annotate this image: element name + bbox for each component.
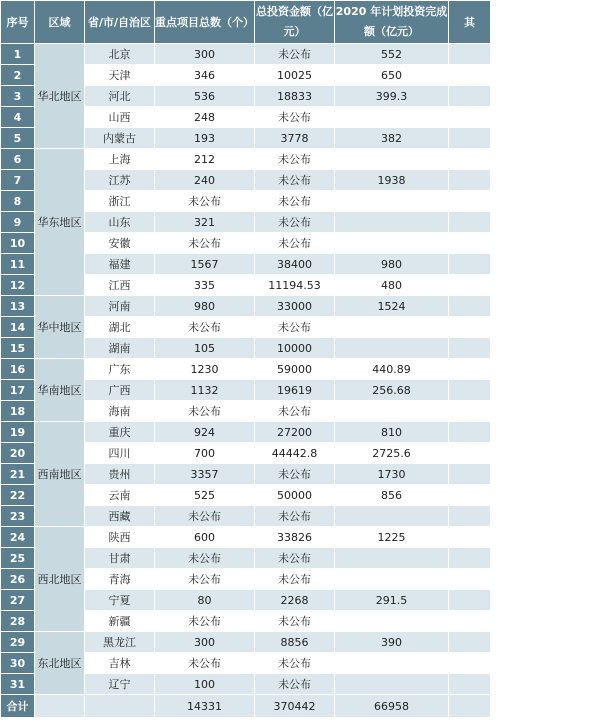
header-other: 其 [449,1,491,44]
projects-cell: 240 [155,170,255,191]
other-cell [449,275,491,296]
total-investment: 370442 [255,695,335,718]
projects-cell: 未公布 [155,506,255,527]
other-cell [449,590,491,611]
projects-cell: 1567 [155,254,255,275]
total-investment-cell: 未公布 [255,569,335,590]
row-seq: 28 [1,611,35,632]
province-cell: 内蒙古 [85,128,155,149]
other-cell [449,296,491,317]
plan-cell: 1938 [335,170,449,191]
plan-cell [335,611,449,632]
row-seq: 26 [1,569,35,590]
plan-cell [335,569,449,590]
plan-cell [335,317,449,338]
other-cell [449,44,491,65]
projects-cell: 536 [155,86,255,107]
projects-cell: 80 [155,590,255,611]
plan-cell: 810 [335,422,449,443]
projects-cell: 3357 [155,464,255,485]
table-row [1,296,491,317]
region-cell: 西南地区 [35,422,85,527]
projects-cell: 525 [155,485,255,506]
province-cell: 福建 [85,254,155,275]
province-cell: 甘肃 [85,548,155,569]
total-investment-cell: 未公布 [255,170,335,191]
total-investment-cell: 未公布 [255,191,335,212]
other-cell [449,380,491,401]
projects-cell: 未公布 [155,191,255,212]
total-investment-cell: 未公布 [255,674,335,695]
row-seq: 22 [1,485,35,506]
total-investment-cell: 33826 [255,527,335,548]
total-investment-cell: 11194.53 [255,275,335,296]
row-seq: 6 [1,149,35,170]
table-body [1,44,491,695]
other-cell [449,359,491,380]
province-cell: 陕西 [85,527,155,548]
total-investment-cell: 未公布 [255,149,335,170]
table-row [1,149,491,170]
other-cell [449,86,491,107]
total-investment-cell: 未公布 [255,401,335,422]
province-cell: 新疆 [85,611,155,632]
total-investment-cell: 未公布 [255,611,335,632]
total-province [85,695,155,718]
plan-cell: 1524 [335,296,449,317]
other-cell [449,149,491,170]
province-cell: 湖南 [85,338,155,359]
province-cell: 江苏 [85,170,155,191]
plan-cell [335,548,449,569]
total-investment-cell: 19619 [255,380,335,401]
other-cell [449,212,491,233]
projects-cell: 未公布 [155,611,255,632]
row-seq: 8 [1,191,35,212]
region-cell: 西北地区 [35,527,85,632]
row-seq: 2 [1,65,35,86]
row-seq: 3 [1,86,35,107]
total-row [1,695,491,718]
projects-cell: 600 [155,527,255,548]
row-seq: 29 [1,632,35,653]
row-seq: 13 [1,296,35,317]
row-seq: 17 [1,380,35,401]
row-seq: 25 [1,548,35,569]
province-cell: 山东 [85,212,155,233]
row-seq: 19 [1,422,35,443]
plan-cell [335,401,449,422]
total-investment-cell: 50000 [255,485,335,506]
province-cell: 四川 [85,443,155,464]
header-projects: 重点项目总数（个） [155,1,255,44]
row-seq: 9 [1,212,35,233]
province-cell: 天津 [85,65,155,86]
row-seq: 31 [1,674,35,695]
region-cell: 东北地区 [35,632,85,695]
other-cell [449,233,491,254]
row-seq: 18 [1,401,35,422]
other-cell [449,569,491,590]
province-cell: 河南 [85,296,155,317]
projects-cell: 193 [155,128,255,149]
projects-cell: 346 [155,65,255,86]
other-cell [449,653,491,674]
total-investment-cell: 未公布 [255,212,335,233]
projects-cell: 未公布 [155,653,255,674]
total-investment-cell: 未公布 [255,44,335,65]
total-investment-cell: 38400 [255,254,335,275]
total-other [449,695,491,718]
province-cell: 海南 [85,401,155,422]
plan-cell: 390 [335,632,449,653]
total-investment-cell: 27200 [255,422,335,443]
plan-cell: 856 [335,485,449,506]
other-cell [449,338,491,359]
projects-cell: 924 [155,422,255,443]
row-seq: 12 [1,275,35,296]
other-cell [449,527,491,548]
plan-cell: 291.5 [335,590,449,611]
province-cell: 北京 [85,44,155,65]
projects-cell: 未公布 [155,401,255,422]
province-cell: 广西 [85,380,155,401]
province-cell: 青海 [85,569,155,590]
projects-cell: 未公布 [155,233,255,254]
projects-cell: 700 [155,443,255,464]
other-cell [449,107,491,128]
projects-cell: 100 [155,674,255,695]
row-seq: 7 [1,170,35,191]
other-cell [449,506,491,527]
province-cell: 贵州 [85,464,155,485]
other-cell [449,317,491,338]
total-investment-cell: 8856 [255,632,335,653]
total-investment-cell: 未公布 [255,548,335,569]
plan-cell: 1225 [335,527,449,548]
plan-cell: 399.3 [335,86,449,107]
row-seq: 30 [1,653,35,674]
header-plan-2020: 2020 年计划投资完成额（亿元） [335,1,449,44]
plan-cell [335,653,449,674]
table-row [1,527,491,548]
table-row [1,422,491,443]
header-total-investment: 总投资金额（亿元） [255,1,335,44]
total-investment-cell: 2268 [255,590,335,611]
plan-cell: 382 [335,128,449,149]
other-cell [449,674,491,695]
projects-cell: 980 [155,296,255,317]
province-cell: 云南 [85,485,155,506]
header-seq: 序号 [1,1,35,44]
other-cell [449,443,491,464]
total-region [35,695,85,718]
region-cell: 华中地区 [35,296,85,359]
total-investment-cell: 10000 [255,338,335,359]
table-row [1,632,491,653]
province-cell: 湖北 [85,317,155,338]
row-seq: 11 [1,254,35,275]
plan-cell: 650 [335,65,449,86]
plan-cell: 440.89 [335,359,449,380]
total-investment-cell: 未公布 [255,464,335,485]
region-cell: 华南地区 [35,359,85,422]
plan-cell [335,338,449,359]
total-investment-cell: 18833 [255,86,335,107]
province-cell: 吉林 [85,653,155,674]
plan-cell [335,506,449,527]
projects-cell: 212 [155,149,255,170]
province-cell: 山西 [85,107,155,128]
total-projects: 14331 [155,695,255,718]
projects-cell: 未公布 [155,317,255,338]
total-investment-cell: 未公布 [255,506,335,527]
row-seq: 5 [1,128,35,149]
plan-cell: 1730 [335,464,449,485]
total-investment-cell: 未公布 [255,233,335,254]
projects-cell: 248 [155,107,255,128]
province-cell: 黑龙江 [85,632,155,653]
province-cell: 重庆 [85,422,155,443]
plan-cell: 552 [335,44,449,65]
other-cell [449,65,491,86]
other-cell [449,548,491,569]
plan-cell: 480 [335,275,449,296]
other-cell [449,632,491,653]
row-seq: 1 [1,44,35,65]
total-investment-cell: 3778 [255,128,335,149]
projects-cell: 未公布 [155,569,255,590]
projects-cell: 321 [155,212,255,233]
province-cell: 西藏 [85,506,155,527]
other-cell [449,464,491,485]
total-investment-cell: 33000 [255,296,335,317]
plan-cell [335,233,449,254]
total-investment-cell: 44442.8 [255,443,335,464]
row-seq: 15 [1,338,35,359]
projects-cell: 1132 [155,380,255,401]
row-seq: 23 [1,506,35,527]
plan-cell [335,212,449,233]
total-plan: 66958 [335,695,449,718]
row-seq: 20 [1,443,35,464]
projects-cell: 300 [155,632,255,653]
projects-cell: 335 [155,275,255,296]
projects-cell: 未公布 [155,548,255,569]
other-cell [449,485,491,506]
province-cell: 辽宁 [85,674,155,695]
row-seq: 4 [1,107,35,128]
total-label: 合计 [1,695,35,718]
province-cell: 江西 [85,275,155,296]
row-seq: 16 [1,359,35,380]
province-cell: 上海 [85,149,155,170]
header-region: 区域 [35,1,85,44]
row-seq: 21 [1,464,35,485]
total-investment-cell: 未公布 [255,317,335,338]
plan-cell: 2725.6 [335,443,449,464]
other-cell [449,254,491,275]
header-province: 省/市/自治区 [85,1,155,44]
other-cell [449,170,491,191]
table-row [1,44,491,65]
region-cell: 华北地区 [35,44,85,149]
plan-cell: 256.68 [335,380,449,401]
other-cell [449,422,491,443]
projects-cell: 105 [155,338,255,359]
province-cell: 安徽 [85,233,155,254]
row-seq: 14 [1,317,35,338]
province-cell: 广东 [85,359,155,380]
plan-cell [335,149,449,170]
plan-cell: 980 [335,254,449,275]
projects-cell: 1230 [155,359,255,380]
plan-cell [335,107,449,128]
row-seq: 10 [1,233,35,254]
province-cell: 宁夏 [85,590,155,611]
province-cell: 河北 [85,86,155,107]
row-seq: 27 [1,590,35,611]
province-cell: 浙江 [85,191,155,212]
total-investment-cell: 59000 [255,359,335,380]
plan-cell [335,674,449,695]
total-investment-cell: 未公布 [255,653,335,674]
table-row [1,359,491,380]
projects-cell: 300 [155,44,255,65]
other-cell [449,611,491,632]
region-cell: 华东地区 [35,149,85,296]
total-investment-cell: 10025 [255,65,335,86]
other-cell [449,191,491,212]
other-cell [449,128,491,149]
plan-cell [335,191,449,212]
total-investment-cell: 未公布 [255,107,335,128]
table-header-row [1,1,491,44]
row-seq: 24 [1,527,35,548]
other-cell [449,401,491,422]
